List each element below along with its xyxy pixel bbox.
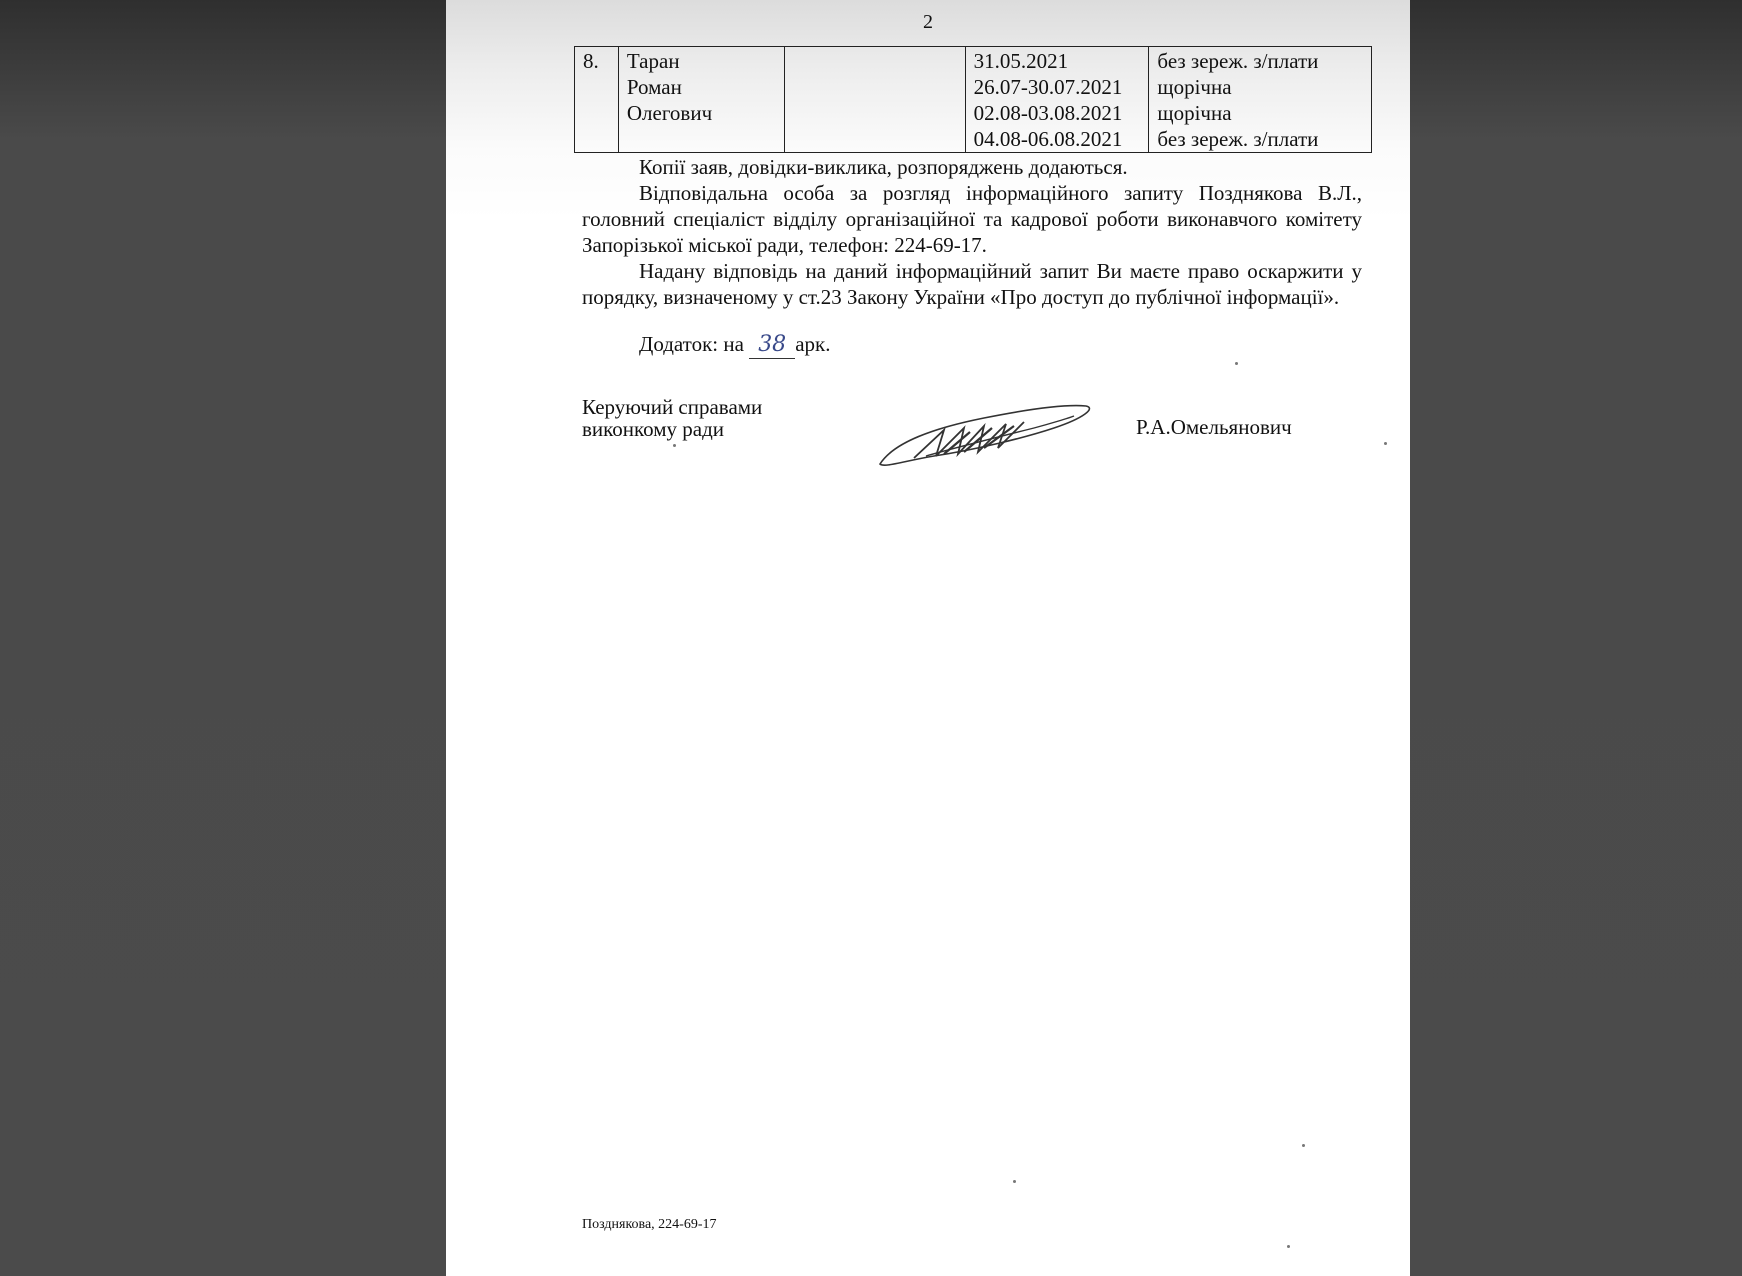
row-number-cell — [575, 47, 619, 153]
employee-patronymic: Олегович — [626, 101, 713, 125]
leave-type: щорічна — [1157, 101, 1232, 125]
signer-name: Р.А.Омельянович — [1136, 415, 1292, 439]
signatory-title — [582, 396, 762, 440]
leave-table — [574, 46, 1372, 153]
appeal-text: Надану відповідь на даний інформаційний запит Ви маєте право оскаржити у порядку, визначеному у ст.23 Закону України «Про доступ до публічної інформації». — [582, 259, 1362, 309]
leave-date: 31.05.2021 — [973, 49, 1069, 73]
employee-first-name: Роман — [626, 75, 682, 99]
leave-type: без зереж. з/плати — [1157, 127, 1319, 151]
document-page — [446, 0, 1410, 1276]
appeal-paragraph — [582, 258, 1362, 310]
table-row — [575, 47, 1372, 153]
handwritten-sheet-count: 38 — [749, 332, 795, 359]
scan-speck — [1013, 1180, 1016, 1183]
leave-dates-cell — [965, 47, 1149, 153]
signatory-title-line: виконкому ради — [582, 417, 725, 441]
leave-date: 02.08-03.08.2021 — [973, 101, 1123, 125]
empty-cell — [785, 47, 965, 153]
row-number: 8. — [583, 49, 599, 73]
employee-name-cell — [618, 47, 784, 153]
leave-type: без зереж. з/плати — [1157, 49, 1319, 73]
scan-speck — [1384, 442, 1387, 445]
appendix-prefix: Додаток: на — [639, 332, 744, 356]
employee-surname: Таран — [626, 49, 680, 73]
appendix-suffix: арк. — [795, 332, 831, 356]
copies-paragraph — [582, 154, 1362, 180]
leave-date: 04.08-06.08.2021 — [973, 127, 1123, 151]
footer-note: Позднякова, 224-69-17 — [582, 1217, 717, 1232]
scan-speck — [1235, 362, 1238, 365]
signatory-title-line: Керуючий справами — [582, 395, 763, 419]
leave-type-cell — [1149, 47, 1372, 153]
scan-speck — [1287, 1245, 1290, 1248]
viewer-background-left — [0, 0, 446, 1276]
scan-speck — [1302, 1144, 1305, 1147]
responsible-text: Відповідальна особа за розгляд інформаційного запиту Позднякова В.Л., головний спеціаліст відділу організаційної та кадрової роботи виконавчого комітету Запорізької міської ради, телефон: 224-69-17. — [582, 181, 1362, 257]
handwritten-signature — [874, 398, 1094, 472]
responsible-paragraph — [582, 180, 1362, 258]
copies-text: Копії заяв, довідки-виклика, розпоряджень додаються. — [639, 155, 1128, 179]
scan-speck — [673, 444, 676, 447]
leave-date: 26.07-30.07.2021 — [973, 75, 1123, 99]
leave-type: щорічна — [1157, 75, 1232, 99]
appendix-line — [639, 331, 830, 359]
viewer-background-right — [1410, 0, 1742, 1276]
page-number: 2 — [923, 11, 933, 33]
